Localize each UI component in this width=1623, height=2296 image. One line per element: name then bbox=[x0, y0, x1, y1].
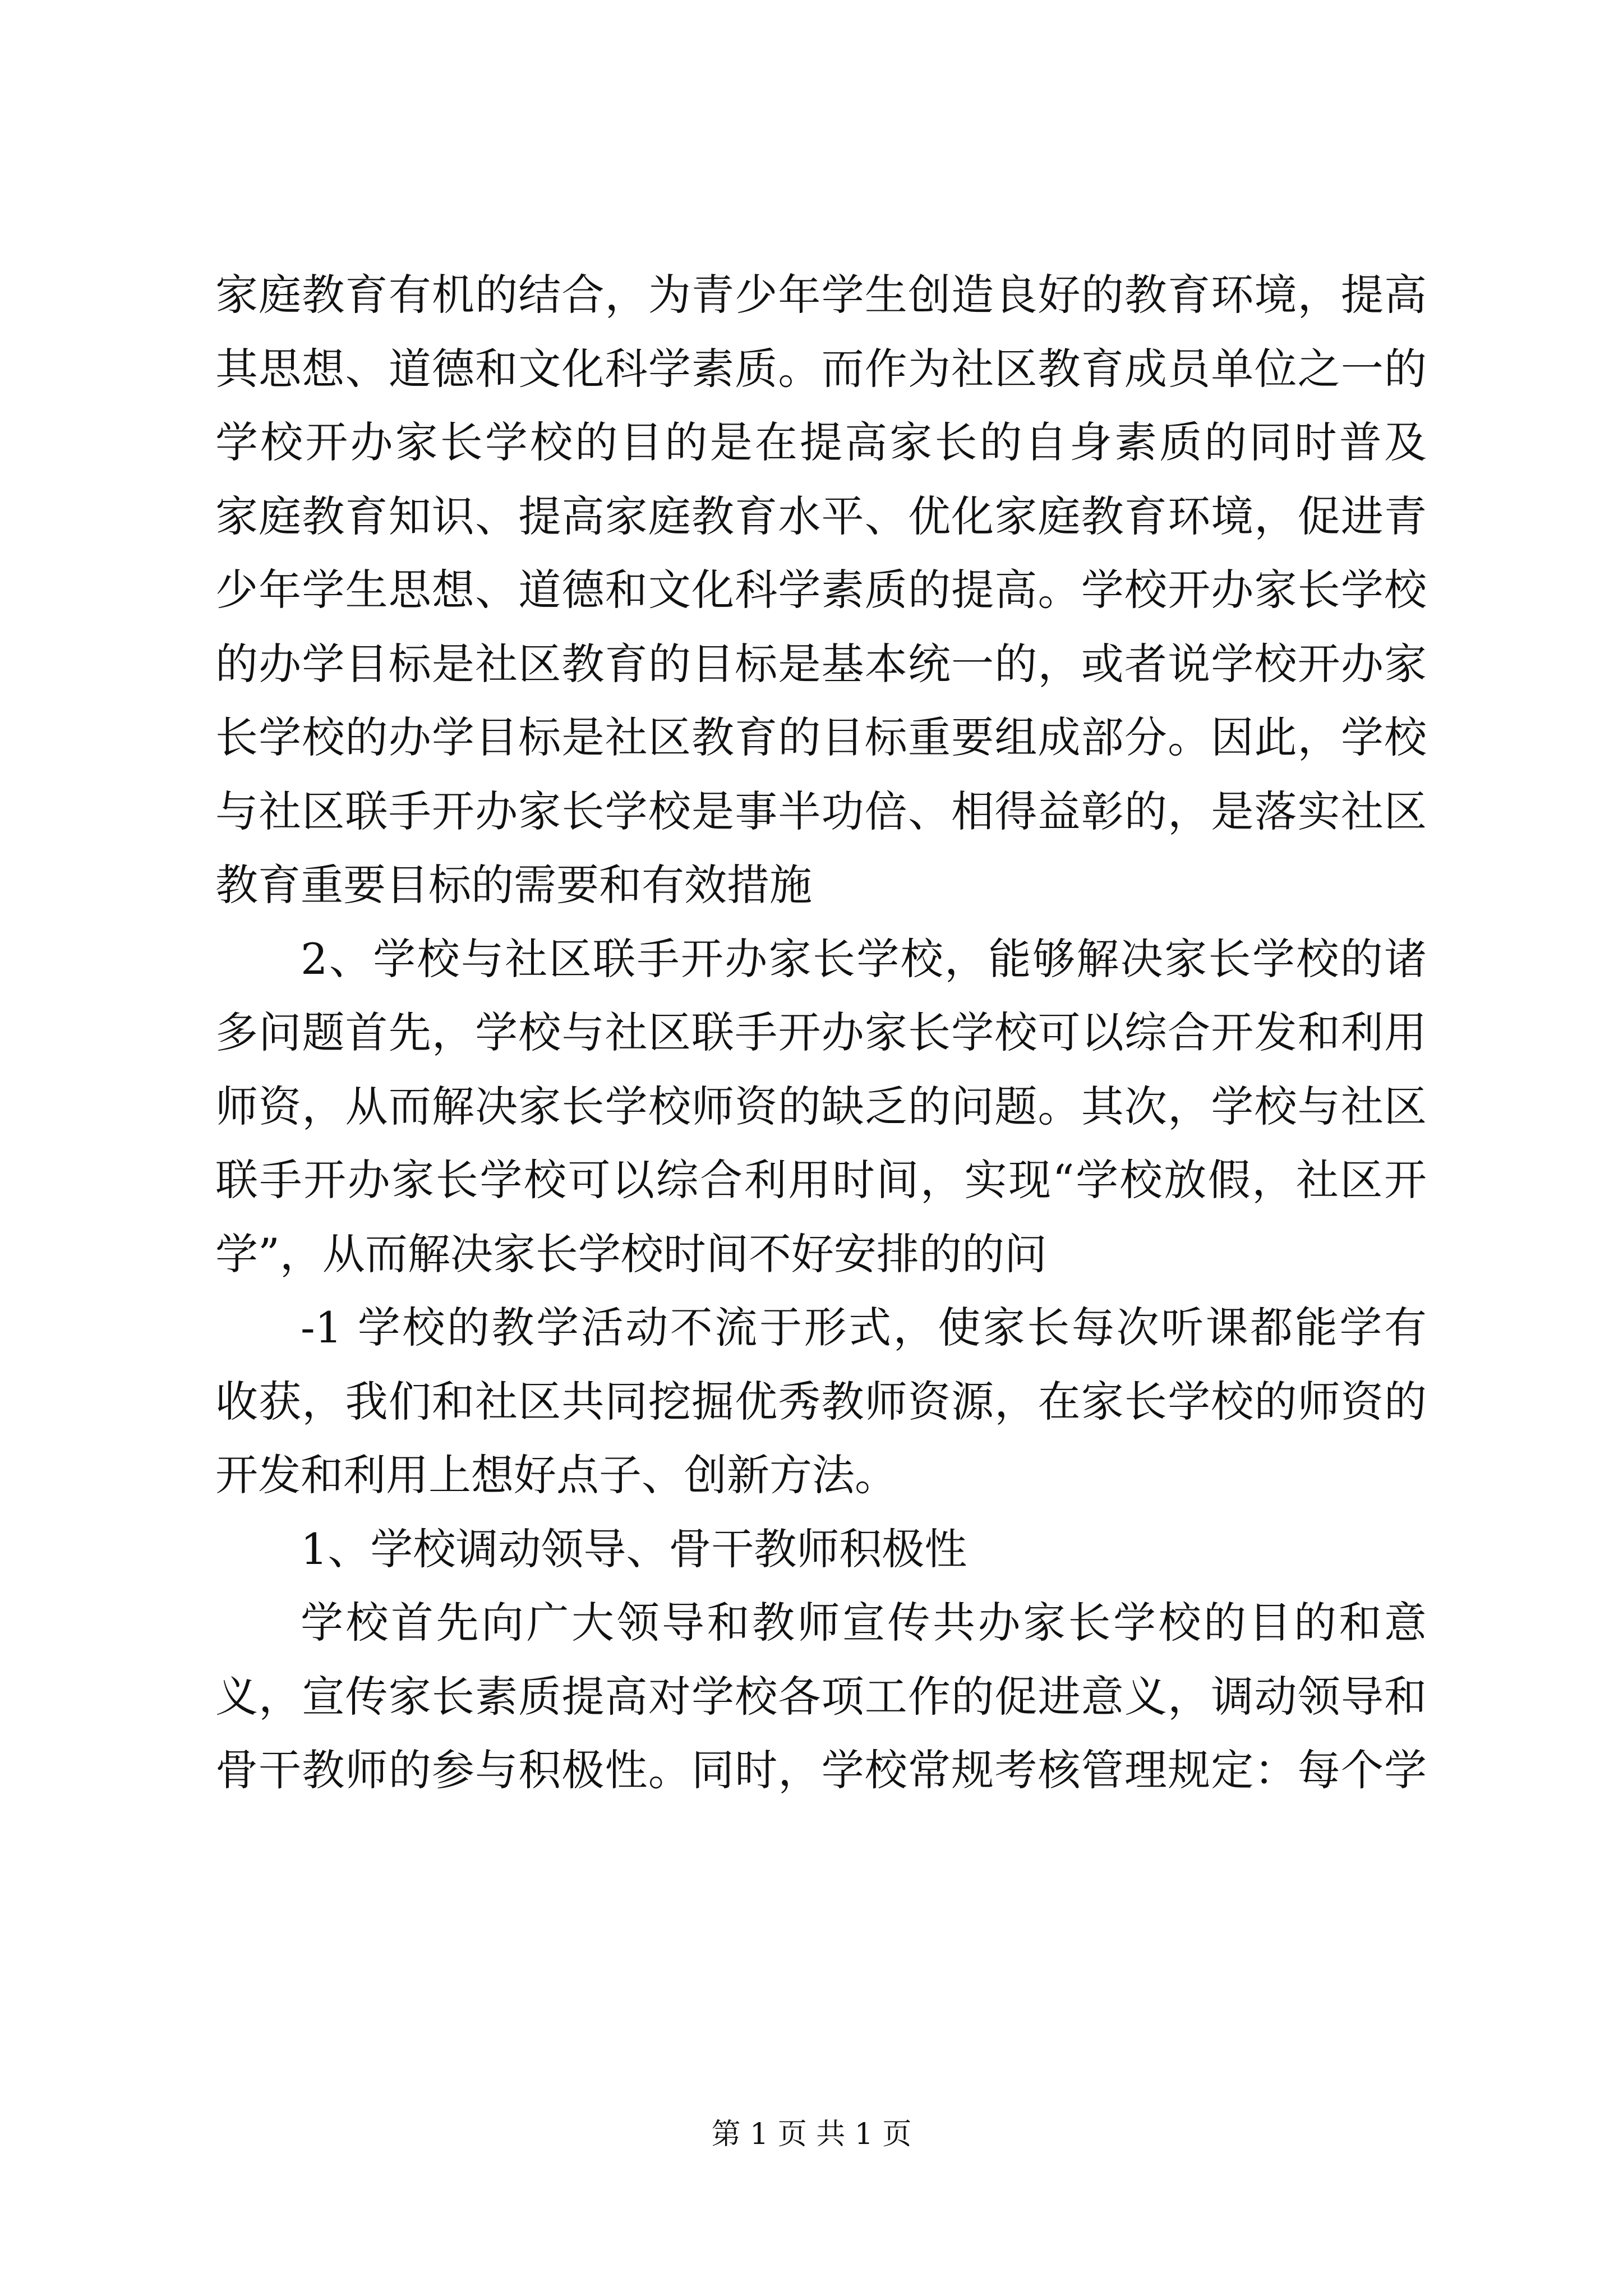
text-line-5: 少年学生思想、道德和文化科学素质的提高。学校开办家长学校 bbox=[215, 565, 1427, 615]
text-line-7: 长学校的办学目标是社区教育的目标重要组成部分。因此，学校 bbox=[215, 712, 1427, 762]
text-line-1: 家庭教育有机的结合，为青少年学生创造良好的教育环境，提高 bbox=[215, 270, 1427, 320]
text-line-17: 开发和利用上想好点子、创新方法。 bbox=[215, 1450, 897, 1500]
text-line-3: 学校开办家长学校的目的是在提高家长的自身素质的同时普及 bbox=[215, 417, 1427, 467]
text-line-16: 收获，我们和社区共同挖掘优秀教师资源，在家长学校的师资的 bbox=[215, 1376, 1427, 1427]
text-line-9: 教育重要目标的需要和有效措施 bbox=[215, 860, 812, 910]
text-line-14: 学”，从而解决家长学校时间不好安排的的问 bbox=[215, 1228, 1047, 1279]
text-line-2: 其思想、道德和文化科学素质。而作为社区教育成员单位之一的 bbox=[215, 343, 1427, 394]
text-line-10: 2、学校与社区联手开办家长学校，能够解决家长学校的诸 bbox=[301, 933, 1427, 984]
text-line-20: 义，宣传家长素质提高对学校各项工作的促进意义，调动领导和 bbox=[215, 1671, 1427, 1722]
document-body bbox=[215, 258, 1427, 1807]
text-line-21: 骨干教师的参与积极性。同时，学校常规考核管理规定：每个学 bbox=[215, 1745, 1427, 1795]
text-line-12: 师资，从而解决家长学校师资的缺乏的问题。其次，学校与社区 bbox=[215, 1081, 1427, 1131]
page-number-footer: 第 1 页 共 1 页 bbox=[711, 2118, 912, 2151]
text-line-8: 与社区联手开办家长学校是事半功倍、相得益彰的，是落实社区 bbox=[215, 786, 1427, 836]
text-line-6: 的办学目标是社区教育的目标是基本统一的，或者说学校开办家 bbox=[215, 638, 1427, 689]
text-line-4: 家庭教育知识、提高家庭教育水平、优化家庭教育环境，促进青 bbox=[215, 491, 1427, 541]
text-line-13: 联手开办家长学校可以综合利用时间，实现“学校放假，社区开 bbox=[215, 1155, 1427, 1205]
text-line-15: -1 学校的教学活动不流于形式，使家长每次听课都能学有 bbox=[301, 1303, 1427, 1352]
text-line-19: 学校首先向广大领导和教师宣传共办家长学校的目的和意 bbox=[301, 1598, 1427, 1648]
text-line-18: 1、学校调动领导、骨干教师积极性 bbox=[301, 1524, 967, 1574]
text-line-11: 多问题首先，学校与社区联手开办家长学校可以综合开发和利用 bbox=[215, 1007, 1427, 1057]
